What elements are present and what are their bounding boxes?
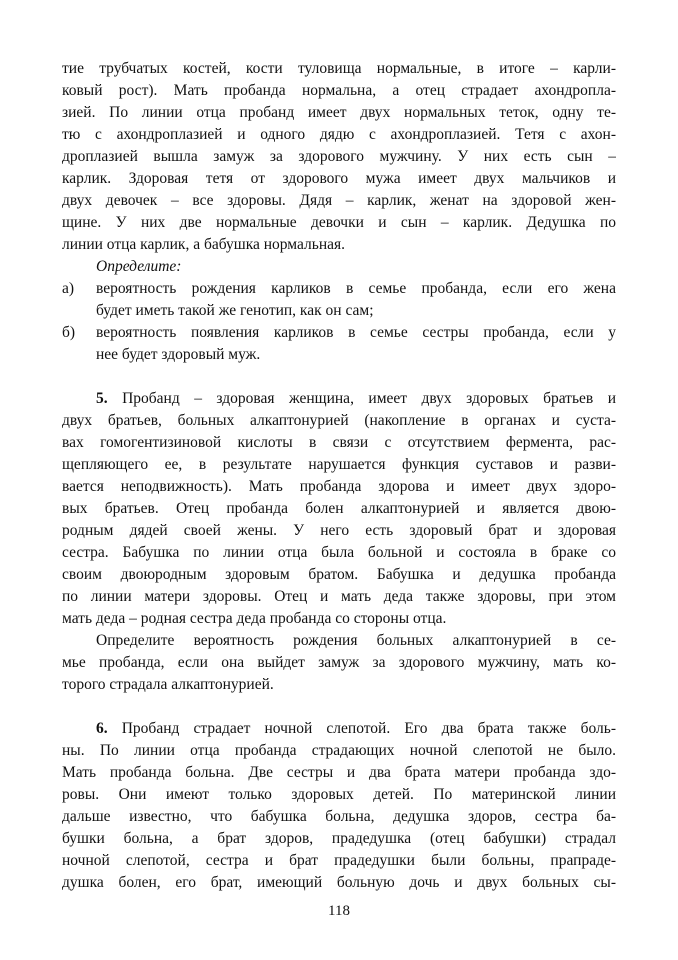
text-line: Определите вероятность рождения больных алкаптонурией в се-: [96, 632, 616, 649]
task-6-first-line: [62, 718, 616, 740]
text-line: вах гомогентизиновой кислоты в связи с отсутствием фермента, рас-: [62, 434, 616, 451]
text-line: своим двоюродным здоровым братом. Бабушка и дедушка пробанда: [62, 566, 616, 583]
text-line: сестра. Бабушка по линии отца была больной и состояла в браке со: [62, 544, 616, 561]
task-6-first-line-text: Пробанд страдает ночной слепотой. Его два брата также боль-: [107, 720, 616, 737]
paragraph-gap: [62, 366, 616, 388]
list-item-line: [62, 322, 616, 344]
list-item-text: вероятность появления карликов в семье сестры пробанда, если у: [96, 324, 616, 341]
question-list: [62, 278, 616, 366]
text-line: ны. По линии отца пробанда страдающих ночной слепотой не было.: [62, 742, 616, 759]
text-line: тю с ахондроплазией и одного дядю с ахондроплазией. Тетя с ахон-: [62, 126, 616, 143]
text-line: щепляющего ее, в результате нарушается функция суставов и разви-: [62, 456, 616, 473]
list-item-line: нее будет здоровый муж.: [96, 346, 261, 363]
text-line: бушки больна, а брат здоров, прадедушка (отец бабушки) страдал: [62, 830, 616, 847]
list-item-a: [62, 278, 616, 322]
list-marker: б): [62, 324, 76, 341]
text-line: Мать пробанда больна. Две сестры и два брата матери пробанда здо-: [62, 764, 616, 781]
text-line: мать деда – родная сестра деда пробанда со стороны отца.: [62, 610, 447, 627]
text-line: вых братьев. Отец пробанда болен алкаптонурией и является двою-: [62, 500, 616, 517]
task-6: [62, 718, 616, 894]
text-line: по линии матери здоровы. Отец и мать деда также здоровы, при этом: [62, 588, 616, 605]
task-5-first-line-text: Пробанд – здоровая женщина, имеет двух здоровых братьев и: [107, 390, 616, 407]
task-5: [62, 388, 616, 696]
text-line: двух братьев, больных алкаптонурией (накопление в органах и суста-: [62, 412, 616, 429]
text-line: тие трубчатых костей, кости туловища нормальные, в итоге – карли-: [62, 60, 616, 77]
list-marker: а): [62, 280, 75, 297]
page-number: 118: [328, 903, 350, 919]
text-line: дальше известно, что бабушка больна, дедушка здоров, сестра ба-: [62, 808, 616, 825]
text-line: карлик. Здоровая тетя от здорового мужа имеет двух мальчиков и: [62, 170, 616, 187]
list-item-text: вероятность рождения карликов в семье пробанда, если его жена: [96, 280, 616, 297]
task-5-first-line: [62, 388, 616, 410]
text-line: родным дядей своей жены. У него есть здоровый брат и здоровая: [62, 522, 616, 539]
text-line: щине. У них две нормальные девочки и сын – карлик. Дедушка по: [62, 214, 616, 231]
text-line: линии отца карлик, а бабушка нормальная.: [62, 236, 346, 253]
list-item-b: [62, 322, 616, 366]
define-label: Определите:: [96, 258, 182, 275]
text-line: зией. По линии отца пробанд имеет двух нормальных теток, одну те-: [62, 104, 616, 121]
page-text: [62, 58, 616, 894]
text-line: торого страдала алкаптонурией.: [62, 676, 274, 693]
task-number: 6.: [96, 720, 108, 737]
list-item-line: будет иметь такой же генотип, как он сам;: [96, 302, 374, 319]
text-line: ночной слепотой, сестра и брат прадедушки были больны, прапраде-: [62, 852, 616, 869]
text-line: ковый рост). Мать пробанда нормальна, а отец страдает ахондропла-: [62, 82, 616, 99]
text-line: дроплазией вышла замуж за здорового мужчину. У них есть сын –: [62, 148, 616, 165]
task-number: 5.: [96, 390, 108, 407]
intro-paragraph: [62, 58, 616, 256]
text-line: ровы. Они имеют только здоровых детей. По материнской линии: [62, 786, 616, 803]
text-line: мье пробанда, если она выйдет замуж за здорового мужчину, мать ко-: [62, 654, 616, 671]
text-line: душка болен, его брат, имеющий больную дочь и двух больных сы-: [62, 874, 616, 891]
list-item-line: [62, 278, 616, 300]
text-line: вается неподвижность). Мать пробанда здорова и имеет двух здоро-: [62, 478, 616, 495]
paragraph-gap: [62, 696, 616, 718]
text-line: двух девочек – все здоровы. Дядя – карлик, женат на здоровой жен-: [62, 192, 616, 209]
